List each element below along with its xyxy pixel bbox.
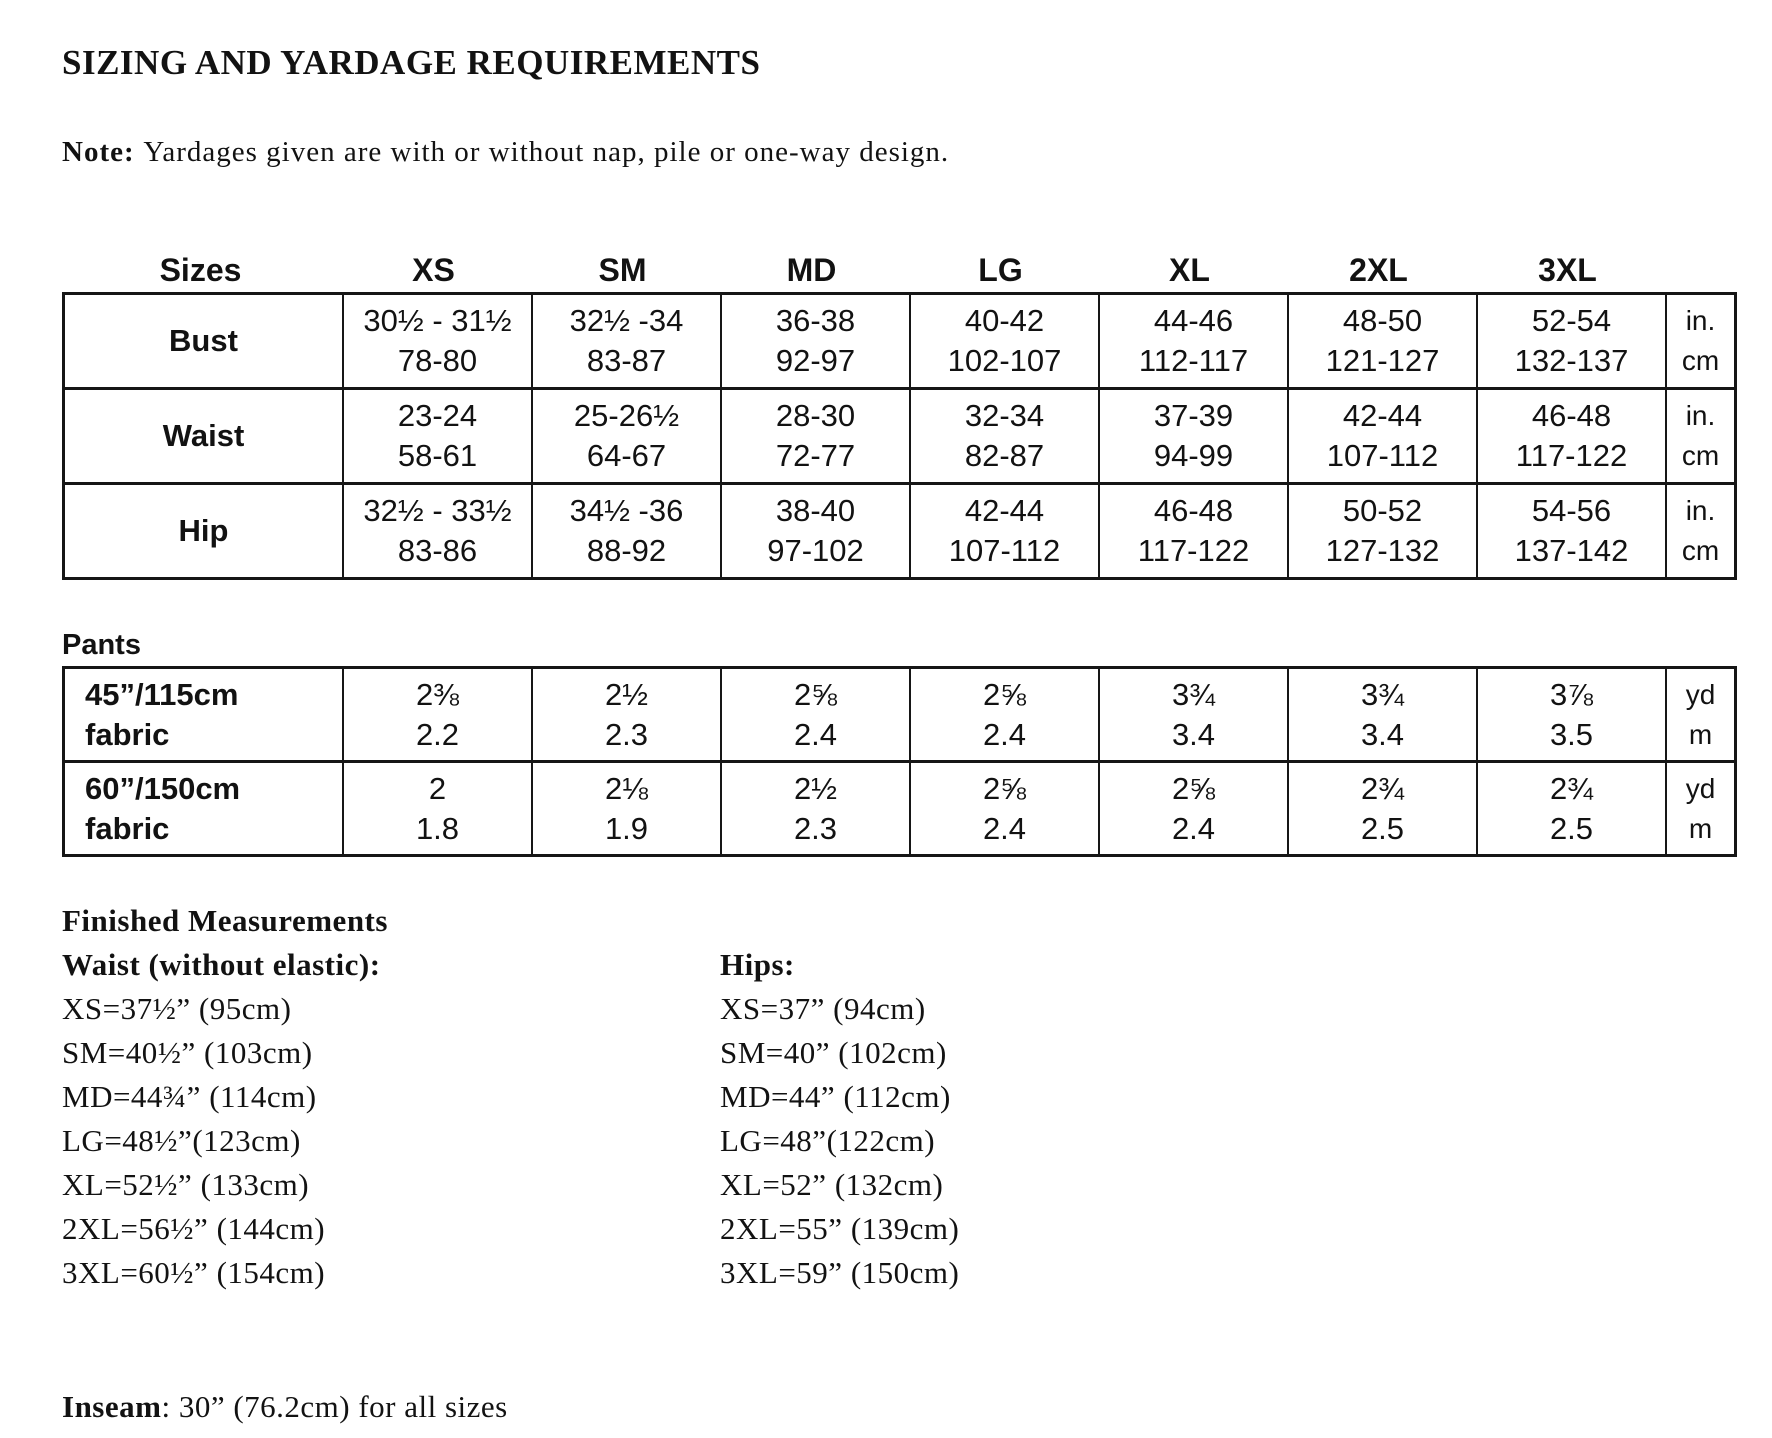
in-value: 30½ - 31½ xyxy=(363,303,512,338)
yd-value: 2⅝ xyxy=(1171,770,1216,806)
yd-value: 2⅛ xyxy=(604,770,649,806)
waist-column xyxy=(62,943,720,1295)
hips-item-xs: XS=37” (94cm) xyxy=(720,991,926,1026)
m-value: 3.5 xyxy=(1549,716,1594,752)
table-cell xyxy=(720,295,909,387)
table-cell xyxy=(531,763,720,854)
hips-item-md: MD=44” (112cm) xyxy=(720,1079,951,1114)
cm-value: 112-117 xyxy=(1138,343,1249,378)
finished-measurements-heading: Finished Measurements xyxy=(62,903,388,938)
units-cell xyxy=(1665,763,1734,854)
table-cell xyxy=(531,390,720,482)
table-cell xyxy=(531,295,720,387)
yd-value: 2¾ xyxy=(1360,770,1405,806)
table-cell xyxy=(720,390,909,482)
finished-measurements-columns xyxy=(62,943,1772,1295)
yd-value: 3⅞ xyxy=(1549,676,1594,712)
table-cell xyxy=(909,485,1098,577)
page-title: SIZING AND YARDAGE REQUIREMENTS xyxy=(62,43,761,82)
table-cell xyxy=(342,669,531,760)
cm-value: 92-97 xyxy=(775,343,856,378)
units-cell xyxy=(1665,669,1734,760)
m-value: 2.2 xyxy=(415,716,460,752)
yd-value: 2⅜ xyxy=(415,676,460,712)
unit-yd: yd xyxy=(1685,772,1716,804)
waist-item-3xl: 3XL=60½” (154cm) xyxy=(62,1255,326,1290)
cm-value: 82-87 xyxy=(964,438,1045,473)
units-cell xyxy=(1665,485,1734,577)
in-value: 46-48 xyxy=(1531,398,1612,433)
in-value: 50-52 xyxy=(1342,493,1423,528)
cm-value: 127-132 xyxy=(1325,533,1440,568)
waist-item-md: MD=44¾” (114cm) xyxy=(62,1079,317,1114)
in-value: 40-42 xyxy=(964,303,1045,338)
cm-value: 121-127 xyxy=(1325,343,1440,378)
table-cell xyxy=(342,763,531,854)
waist-item-lg: LG=48½”(123cm) xyxy=(62,1123,301,1158)
waist-heading: Waist (without elastic): xyxy=(62,947,381,982)
cm-value: 58-61 xyxy=(397,438,478,473)
size-table-header xyxy=(62,248,1772,292)
hips-column xyxy=(720,943,959,1295)
m-value: 2.4 xyxy=(793,716,838,752)
in-value: 32½ - 33½ xyxy=(363,493,512,528)
header-size-2xl: 2XL xyxy=(1349,252,1408,288)
cm-value: 102-107 xyxy=(947,343,1062,378)
cm-value: 88-92 xyxy=(586,533,667,568)
in-value: 34½ -36 xyxy=(569,493,684,528)
in-value: 48-50 xyxy=(1342,303,1423,338)
waist-item-2xl: 2XL=56½” (144cm) xyxy=(62,1211,326,1246)
table-cell xyxy=(1098,669,1287,760)
yd-value: 2½ xyxy=(604,676,649,712)
inseam-text: : 30” (76.2cm) for all sizes xyxy=(161,1389,508,1424)
in-value: 54-56 xyxy=(1531,493,1612,528)
table-cell xyxy=(909,390,1098,482)
hips-item-xl: XL=52” (132cm) xyxy=(720,1167,944,1202)
m-value: 2.3 xyxy=(793,810,838,846)
in-value: 44-46 xyxy=(1153,303,1234,338)
note xyxy=(62,134,1772,170)
in-value: 46-48 xyxy=(1153,493,1234,528)
fabric-word: fabric xyxy=(85,716,170,752)
cm-value: 72-77 xyxy=(775,438,856,473)
yd-value: 2¾ xyxy=(1549,770,1594,806)
table-cell xyxy=(720,669,909,760)
header-sizes-label: Sizes xyxy=(159,252,242,288)
unit-cm: cm xyxy=(1681,535,1720,566)
table-cell xyxy=(1098,763,1287,854)
table-cell xyxy=(342,485,531,577)
header-size-xs: XS xyxy=(412,252,455,288)
table-cell xyxy=(342,295,531,387)
table-cell xyxy=(1476,485,1665,577)
table-cell xyxy=(909,295,1098,387)
unit-m: m xyxy=(1688,718,1713,750)
m-value: 2.5 xyxy=(1360,810,1405,846)
cm-value: 107-112 xyxy=(948,533,1061,568)
m-value: 3.4 xyxy=(1171,716,1216,752)
inseam-label: Inseam xyxy=(62,1389,162,1424)
yd-value: 2 xyxy=(428,770,447,806)
header-size-3xl: 3XL xyxy=(1538,252,1597,288)
body-measurements-table xyxy=(62,292,1737,580)
yd-value: 2½ xyxy=(793,770,838,806)
in-value: 25-26½ xyxy=(573,398,680,433)
unit-m: m xyxy=(1688,812,1713,844)
fabric-width: 60”/150cm xyxy=(85,770,241,806)
cm-value: 137-142 xyxy=(1514,533,1629,568)
in-value: 32-34 xyxy=(964,398,1045,433)
unit-in: in. xyxy=(1685,305,1716,336)
cm-value: 117-122 xyxy=(1515,438,1628,473)
table-cell xyxy=(1287,669,1476,760)
cm-value: 64-67 xyxy=(586,438,667,473)
header-size-xl: XL xyxy=(1169,252,1210,288)
finished-measurements-section xyxy=(62,899,1772,1295)
m-value: 3.4 xyxy=(1360,716,1405,752)
table-cell xyxy=(1476,763,1665,854)
row-label: Bust xyxy=(169,323,238,358)
m-value: 2.4 xyxy=(982,716,1027,752)
table-row-bust xyxy=(65,295,1734,387)
table-row-60in-fabric xyxy=(65,760,1734,854)
unit-yd: yd xyxy=(1685,678,1716,710)
table-cell xyxy=(1287,763,1476,854)
hips-item-2xl: 2XL=55” (139cm) xyxy=(720,1211,960,1246)
unit-cm: cm xyxy=(1681,440,1720,471)
yd-value: 2⅝ xyxy=(793,676,838,712)
waist-item-xl: XL=52½” (133cm) xyxy=(62,1167,310,1202)
in-value: 28-30 xyxy=(775,398,856,433)
table-cell xyxy=(1098,485,1287,577)
hips-heading: Hips: xyxy=(720,947,795,982)
yd-value: 2⅝ xyxy=(982,676,1027,712)
units-cell xyxy=(1665,390,1734,482)
fabric-word: fabric xyxy=(85,810,170,846)
waist-item-sm: SM=40½” (103cm) xyxy=(62,1035,313,1070)
cm-value: 83-87 xyxy=(586,343,667,378)
row-label: Waist xyxy=(162,418,245,453)
note-label: Note: xyxy=(62,136,135,168)
pants-yardage-table xyxy=(62,666,1737,857)
cm-value: 132-137 xyxy=(1514,343,1629,378)
table-cell xyxy=(1476,390,1665,482)
hips-item-lg: LG=48”(122cm) xyxy=(720,1123,936,1158)
in-value: 32½ -34 xyxy=(569,303,684,338)
m-value: 2.5 xyxy=(1549,810,1594,846)
cm-value: 83-86 xyxy=(397,533,478,568)
table-cell xyxy=(1287,390,1476,482)
table-cell xyxy=(1476,295,1665,387)
m-value: 1.9 xyxy=(604,810,649,846)
table-cell xyxy=(1098,295,1287,387)
cm-value: 78-80 xyxy=(397,343,478,378)
yd-value: 2⅝ xyxy=(982,770,1027,806)
table-row-45in-fabric xyxy=(65,669,1734,760)
in-value: 37-39 xyxy=(1153,398,1234,433)
row-label xyxy=(65,669,342,760)
m-value: 2.4 xyxy=(1171,810,1216,846)
row-label xyxy=(65,763,342,854)
header-size-sm: SM xyxy=(598,252,647,288)
table-cell xyxy=(342,390,531,482)
pants-section-label: Pants xyxy=(62,629,141,661)
in-value: 42-44 xyxy=(964,493,1045,528)
table-cell xyxy=(1287,485,1476,577)
hips-item-3xl: 3XL=59” (150cm) xyxy=(720,1255,960,1290)
table-cell xyxy=(909,763,1098,854)
in-value: 38-40 xyxy=(775,493,856,528)
hips-item-sm: SM=40” (102cm) xyxy=(720,1035,947,1070)
unit-cm: cm xyxy=(1681,345,1720,376)
header-size-md: MD xyxy=(786,252,837,288)
cm-value: 97-102 xyxy=(767,533,864,568)
table-row-hip xyxy=(65,482,1734,577)
table-cell xyxy=(1098,390,1287,482)
table-cell xyxy=(720,763,909,854)
header-units-spacer xyxy=(1662,248,1731,292)
note-text: Yardages given are with or without nap, pile or one-way design. xyxy=(143,136,950,168)
m-value: 1.8 xyxy=(415,810,460,846)
yd-value: 3¾ xyxy=(1171,676,1216,712)
units-cell xyxy=(1665,295,1734,387)
table-cell xyxy=(1476,669,1665,760)
unit-in: in. xyxy=(1685,400,1716,431)
table-cell xyxy=(909,669,1098,760)
in-value: 36-38 xyxy=(775,303,856,338)
unit-in: in. xyxy=(1685,495,1716,526)
m-value: 2.4 xyxy=(982,810,1027,846)
table-row-waist xyxy=(65,387,1734,482)
table-cell xyxy=(1287,295,1476,387)
yd-value: 3¾ xyxy=(1360,676,1405,712)
table-cell xyxy=(531,485,720,577)
waist-item-xs: XS=37½” (95cm) xyxy=(62,991,292,1026)
table-cell xyxy=(531,669,720,760)
header-size-lg: LG xyxy=(978,252,1023,288)
in-value: 52-54 xyxy=(1531,303,1612,338)
cm-value: 107-112 xyxy=(1326,438,1439,473)
cm-value: 117-122 xyxy=(1137,533,1250,568)
in-value: 23-24 xyxy=(397,398,478,433)
fabric-width: 45”/115cm xyxy=(85,676,239,712)
in-value: 42-44 xyxy=(1342,398,1423,433)
table-cell xyxy=(720,485,909,577)
row-label: Hip xyxy=(178,513,229,548)
cm-value: 94-99 xyxy=(1153,438,1234,473)
inseam-note xyxy=(62,1385,1772,1429)
m-value: 2.3 xyxy=(604,716,649,752)
